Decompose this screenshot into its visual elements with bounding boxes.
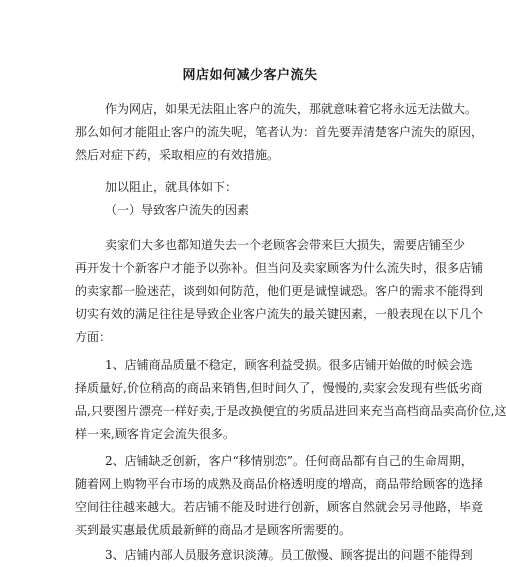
paragraph-point-1 — [75, 354, 506, 446]
paragraph-line: 1、店铺商品质量不稳定，顾客利益受损。很多店铺开始做的时候会选 — [105, 358, 473, 372]
paragraph-line: 的卖家都一脸迷茫，谈到如何防范，他们更是诚惶诚恐。客户的需求不能得到 — [75, 284, 484, 298]
paragraph-line: 作为网店，如果无法阻止客户的流失，那就意味着它将永远无法做大。 — [105, 102, 478, 116]
paragraph-line: 3、店铺内部人员服务意识淡薄。员工傲慢、顾客提出的问题不能得到 — [105, 548, 473, 562]
paragraph-line: 样一来,顾客肯定会流失很多。 — [75, 427, 235, 441]
paragraph-causes — [75, 234, 484, 349]
paragraph-line: 2、店铺缺乏创新，客户“移情别恋”。任何商品都有自己的生命周期， — [105, 454, 473, 468]
paragraph-line: 择质量好,价位稍高的商品来销售,但时间久了，慢慢的,卖家会发现有些低劣商 — [75, 381, 483, 395]
paragraph-line: 切实有效的满足往往是导致企业客户流失的最关键因素，一般表现在以下几个 — [75, 307, 484, 321]
section-heading: （一）导致客户流失的因素 — [105, 203, 250, 217]
paragraph-line: 然后对症下药，采取相应的有效措施。 — [75, 148, 280, 162]
paragraph-point-2 — [75, 450, 484, 542]
paragraph-line: 买到最实惠最优质最新鲜的商品才是顾客所需要的。 — [75, 523, 352, 537]
paragraph-line: 加以阻止，就具体如下： — [105, 180, 238, 194]
paragraph-line: 那么如何才能阻止客户的流失呢，笔者认为：首先要弄清楚客户流失的原因， — [75, 125, 484, 139]
paragraph-line: 卖家们大多也都知道失去一个老顾客会带来巨大损失，需要店铺至少 — [105, 238, 466, 252]
paragraph-line: 方面： — [75, 330, 112, 344]
document-title: 网店如何减少客户流失 — [182, 68, 318, 83]
paragraph-heading — [75, 176, 445, 222]
paragraph-intro — [75, 98, 484, 167]
paragraph-point-3 — [75, 544, 473, 567]
paragraph-line: 品,只要图片漂亮一样好卖,于是改换便宜的劣质品进回来充当高档商品卖高价位,这 — [75, 404, 506, 418]
paragraph-line: 再开发十个新客户才能予以弥补。但当问及卖家顾客为什么流失时，很多店铺 — [75, 261, 484, 275]
paragraph-line: 空间往往越来越大。若店铺不能及时进行创新，顾客自然就会另寻他路，毕竟 — [75, 500, 484, 514]
paragraph-line: 随着网上购物平台市场的成熟及商品价格透明度的增高，商品带给顾客的选择 — [75, 477, 484, 491]
